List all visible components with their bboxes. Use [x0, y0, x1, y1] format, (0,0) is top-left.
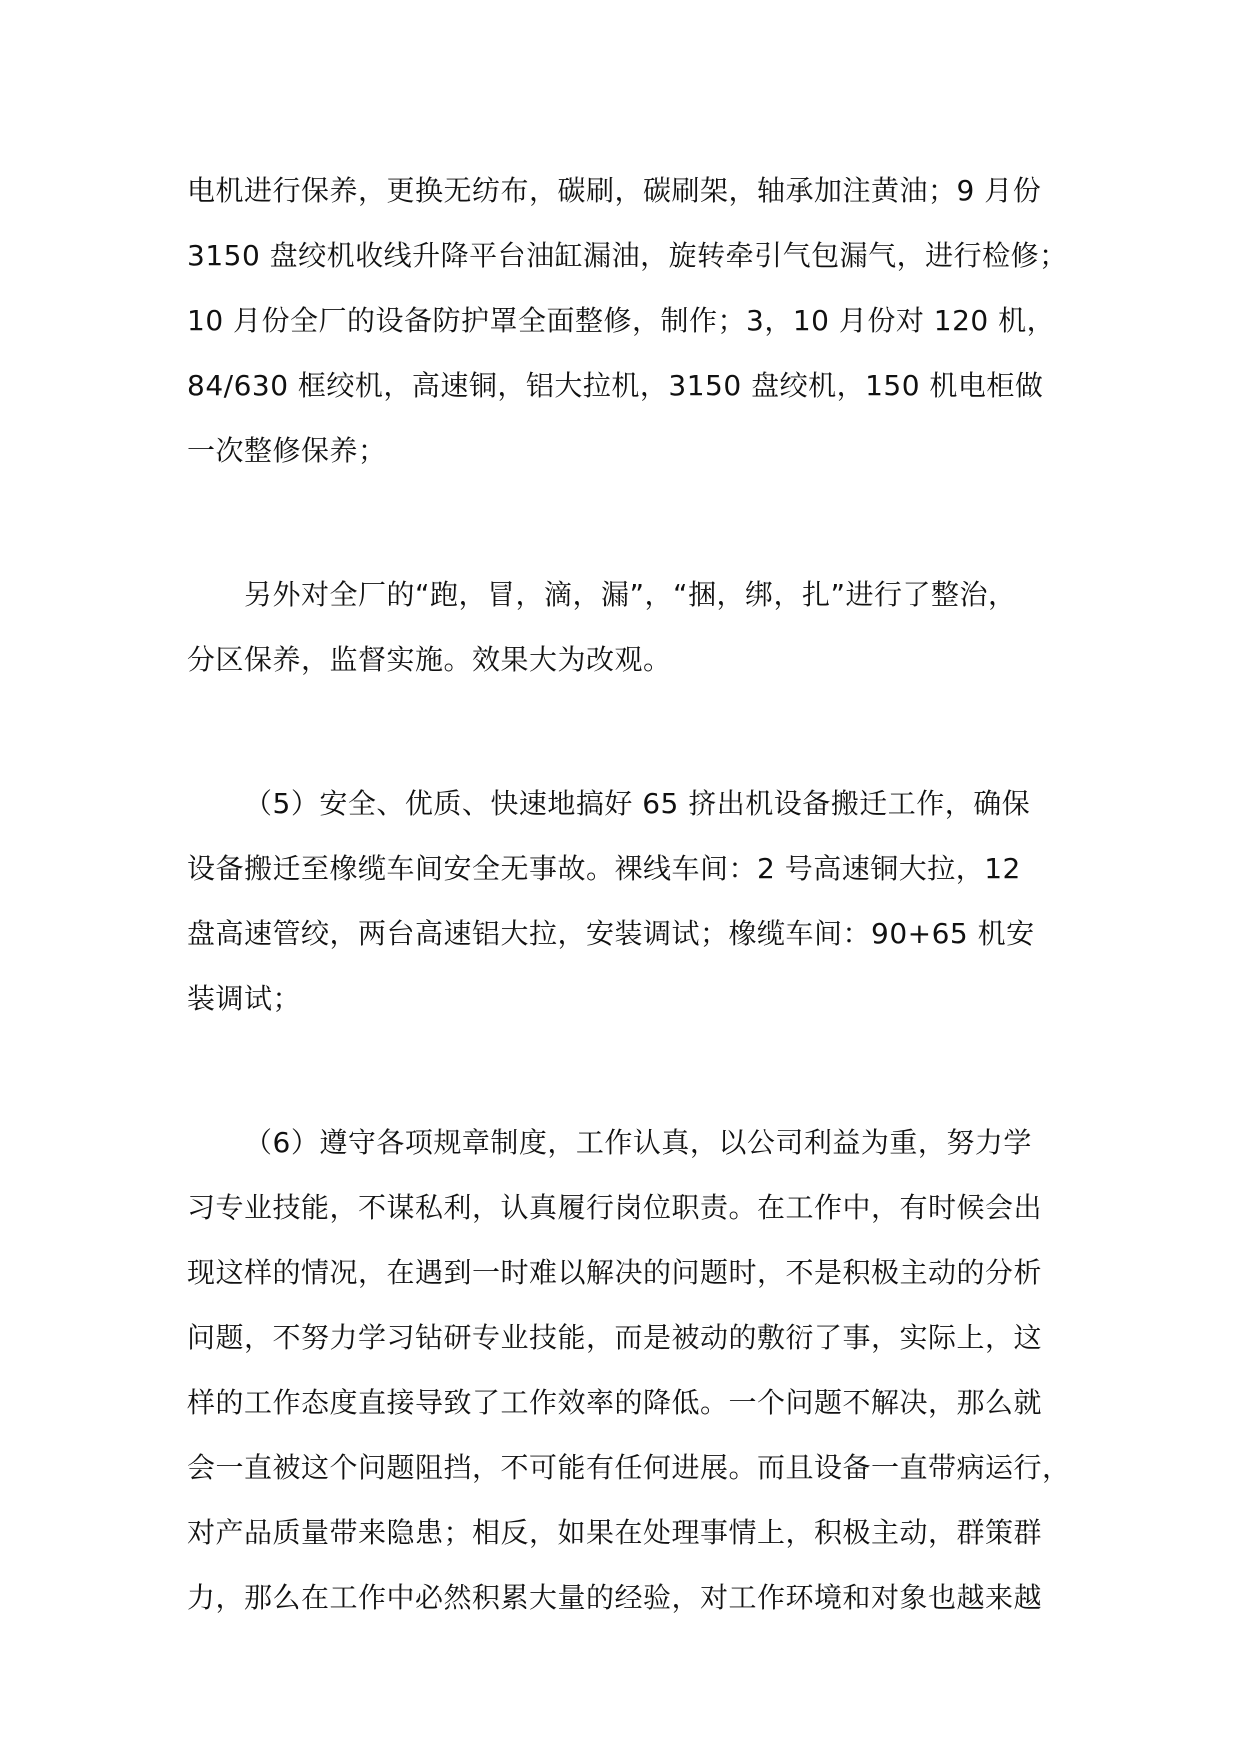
text-line: 力，那么在工作中必然积累大量的经验，对工作环境和对象也越来越	[187, 1581, 1043, 1614]
document-body	[187, 158, 1071, 1630]
paragraph-item-5	[187, 771, 1067, 1031]
paragraph-gap	[187, 1031, 1067, 1110]
text-line: 现这样的情况，在遇到一时难以解决的问题时，不是积极主动的分析	[187, 1256, 1043, 1289]
paragraph-item-6	[187, 1110, 1071, 1630]
text-line: 一次整修保养；	[187, 434, 387, 467]
text-line: 样的工作态度直接导致了工作效率的降低。一个问题不解决，那么就	[187, 1386, 1043, 1419]
text-line: 会一直被这个问题阻挡，不可能有任何进展。而且设备一直带病运行，	[187, 1451, 1071, 1484]
text-line: （6）遵守各项规章制度，工作认真，以公司利益为重，努力学	[244, 1126, 1032, 1159]
text-line: （5）安全、优质、快速地搞好 65 挤出机设备搬迁工作，确保	[244, 787, 1031, 820]
text-line: 电机进行保养，更换无纺布，碳刷，碳刷架，轴承加注黄油；9 月份	[187, 174, 1042, 207]
text-line: 盘高速管绞，两台高速铝大拉，安装调试；橡缆车间：90+65 机安	[187, 917, 1035, 950]
text-line: 分区保养，监督实施。效果大为改观。	[187, 643, 672, 676]
paragraph-rectification	[187, 562, 1067, 692]
paragraph-gap	[187, 692, 1067, 771]
text-line: 问题，不努力学习钻研专业技能，而是被动的敷衍了事，实际上，这	[187, 1321, 1043, 1354]
paragraph-gap	[187, 483, 1067, 562]
text-line: 装调试；	[187, 982, 302, 1015]
text-line: 84/630 框绞机，高速铜，铝大拉机，3150 盘绞机，150 机电柜做	[187, 369, 1044, 402]
text-line: 10 月份全厂的设备防护罩全面整修，制作；3，10 月份对 120 机，	[187, 304, 1056, 337]
text-line: 对产品质量带来隐患；相反，如果在处理事情上，积极主动，群策群	[187, 1516, 1043, 1549]
text-line: 另外对全厂的“跑，冒，滴，漏”，“捆，绑，扎”进行了整治，	[244, 578, 1017, 611]
paragraph-maintenance	[187, 158, 1067, 483]
text-line: 习专业技能，不谋私利，认真履行岗位职责。在工作中，有时候会出	[187, 1191, 1043, 1224]
text-line: 3150 盘绞机收线升降平台油缸漏油，旋转牵引气包漏气，进行检修；	[187, 239, 1068, 272]
text-line: 设备搬迁至橡缆车间安全无事故。裸线车间：2 号高速铜大拉，12	[187, 852, 1021, 885]
